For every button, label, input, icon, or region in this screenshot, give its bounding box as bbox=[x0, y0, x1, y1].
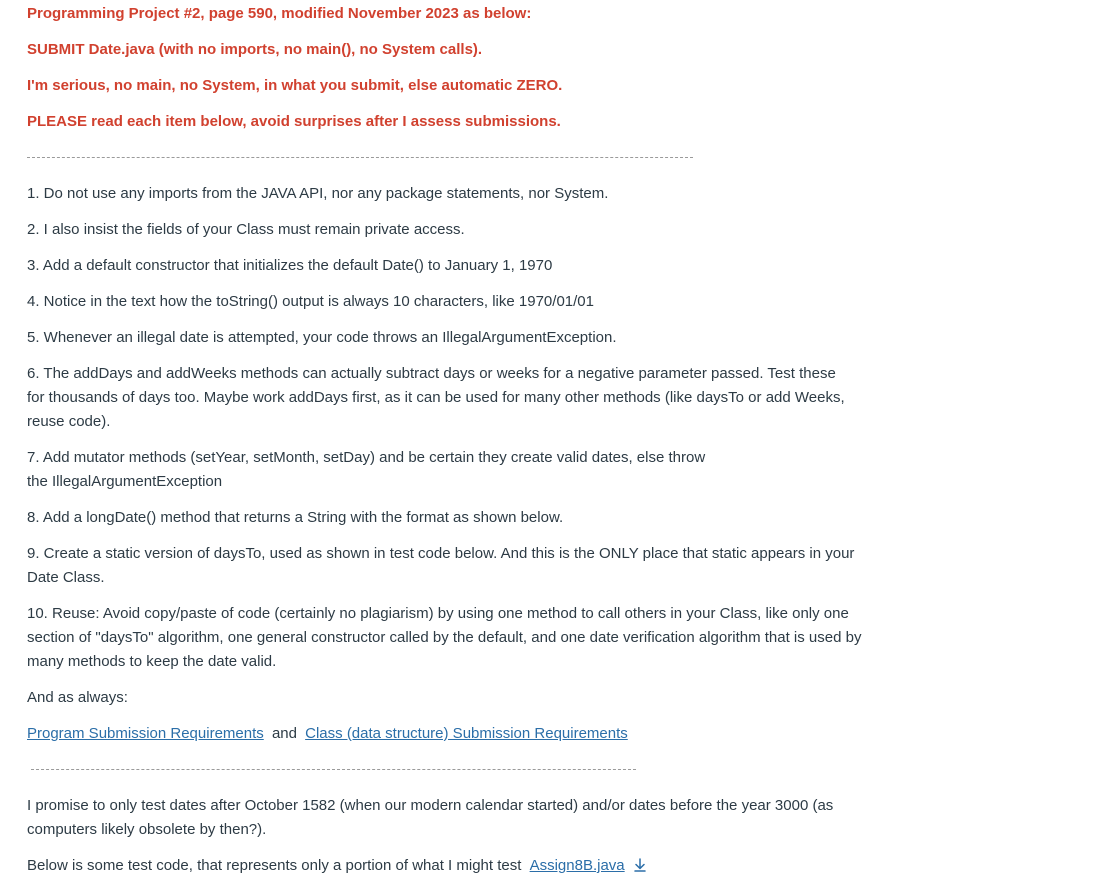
class-submission-requirements-link[interactable]: Class (data structure) Submission Requirements bbox=[305, 725, 628, 742]
list-item-6: 6. The addDays and addWeeks methods can actually subtract days or weeks for a negative parameter passed. Test these for thousands of days too. Maybe work addDays first, as it can be used for many other methods (like daysTo or add Weeks, reuse code). bbox=[27, 365, 845, 430]
list-item-10: 10. Reuse: Avoid copy/paste of code (certainly no plagiarism) by using one method to call others in your Class, like only one section of "daysTo" algorithm, one general constructor called by the default, and one date verification algorithm that is used by many methods to keep the date valid. bbox=[27, 605, 862, 670]
always-label: And as always: bbox=[27, 689, 128, 706]
requirements-links bbox=[27, 722, 628, 746]
promise-text: I promise to only test dates after October 1582 (when our modern calendar started) and/or dates before the year 3000 (as computers likely obsolete by then?). bbox=[27, 797, 834, 838]
list-item-7-continued: the IllegalArgumentException bbox=[27, 473, 223, 490]
list-item-4: 4. Notice in the text how the toString() output is always 10 characters, like 1970/01/01 bbox=[27, 293, 594, 310]
assign8b-file-link[interactable]: Assign8B.java bbox=[529, 857, 625, 874]
header-line-1: Programming Project #2, page 590, modified November 2023 as below: bbox=[27, 5, 532, 22]
header-line-3: I'm serious, no main, no System, in what you submit, else automatic ZERO. bbox=[27, 77, 563, 94]
test-code-text: Below is some test code, that represents only a portion of what I might test bbox=[27, 857, 522, 874]
header-line-4: PLEASE read each item below, avoid surprises after I assess submissions. bbox=[27, 113, 561, 130]
test-code-line bbox=[27, 854, 647, 878]
program-submission-requirements-link[interactable]: Program Submission Requirements bbox=[27, 725, 264, 742]
and-text: and bbox=[271, 725, 297, 742]
list-item-7: 7. Add mutator methods (setYear, setMonth, setDay) and be certain they create valid dates, else throw bbox=[27, 449, 706, 466]
list-item-5: 5. Whenever an illegal date is attempted, your code throws an IllegalArgumentException. bbox=[27, 329, 617, 346]
divider-bottom bbox=[31, 769, 636, 770]
download-icon[interactable] bbox=[633, 857, 647, 873]
list-item-8: 8. Add a longDate() method that returns a String with the format as shown below. bbox=[27, 509, 564, 526]
list-item-9: 9. Create a static version of daysTo, used as shown in test code below. And this is the ONLY place that static appears in your Date Class. bbox=[27, 545, 855, 586]
list-item-2: 2. I also insist the fields of your Class must remain private access. bbox=[27, 221, 465, 238]
divider-top bbox=[27, 157, 693, 158]
list-item-3: 3. Add a default constructor that initializes the default Date() to January 1, 1970 bbox=[27, 257, 553, 274]
header-line-2: SUBMIT Date.java (with no imports, no main(), no System calls). bbox=[27, 41, 483, 58]
list-item-1: 1. Do not use any imports from the JAVA API, nor any package statements, nor System. bbox=[27, 185, 609, 202]
